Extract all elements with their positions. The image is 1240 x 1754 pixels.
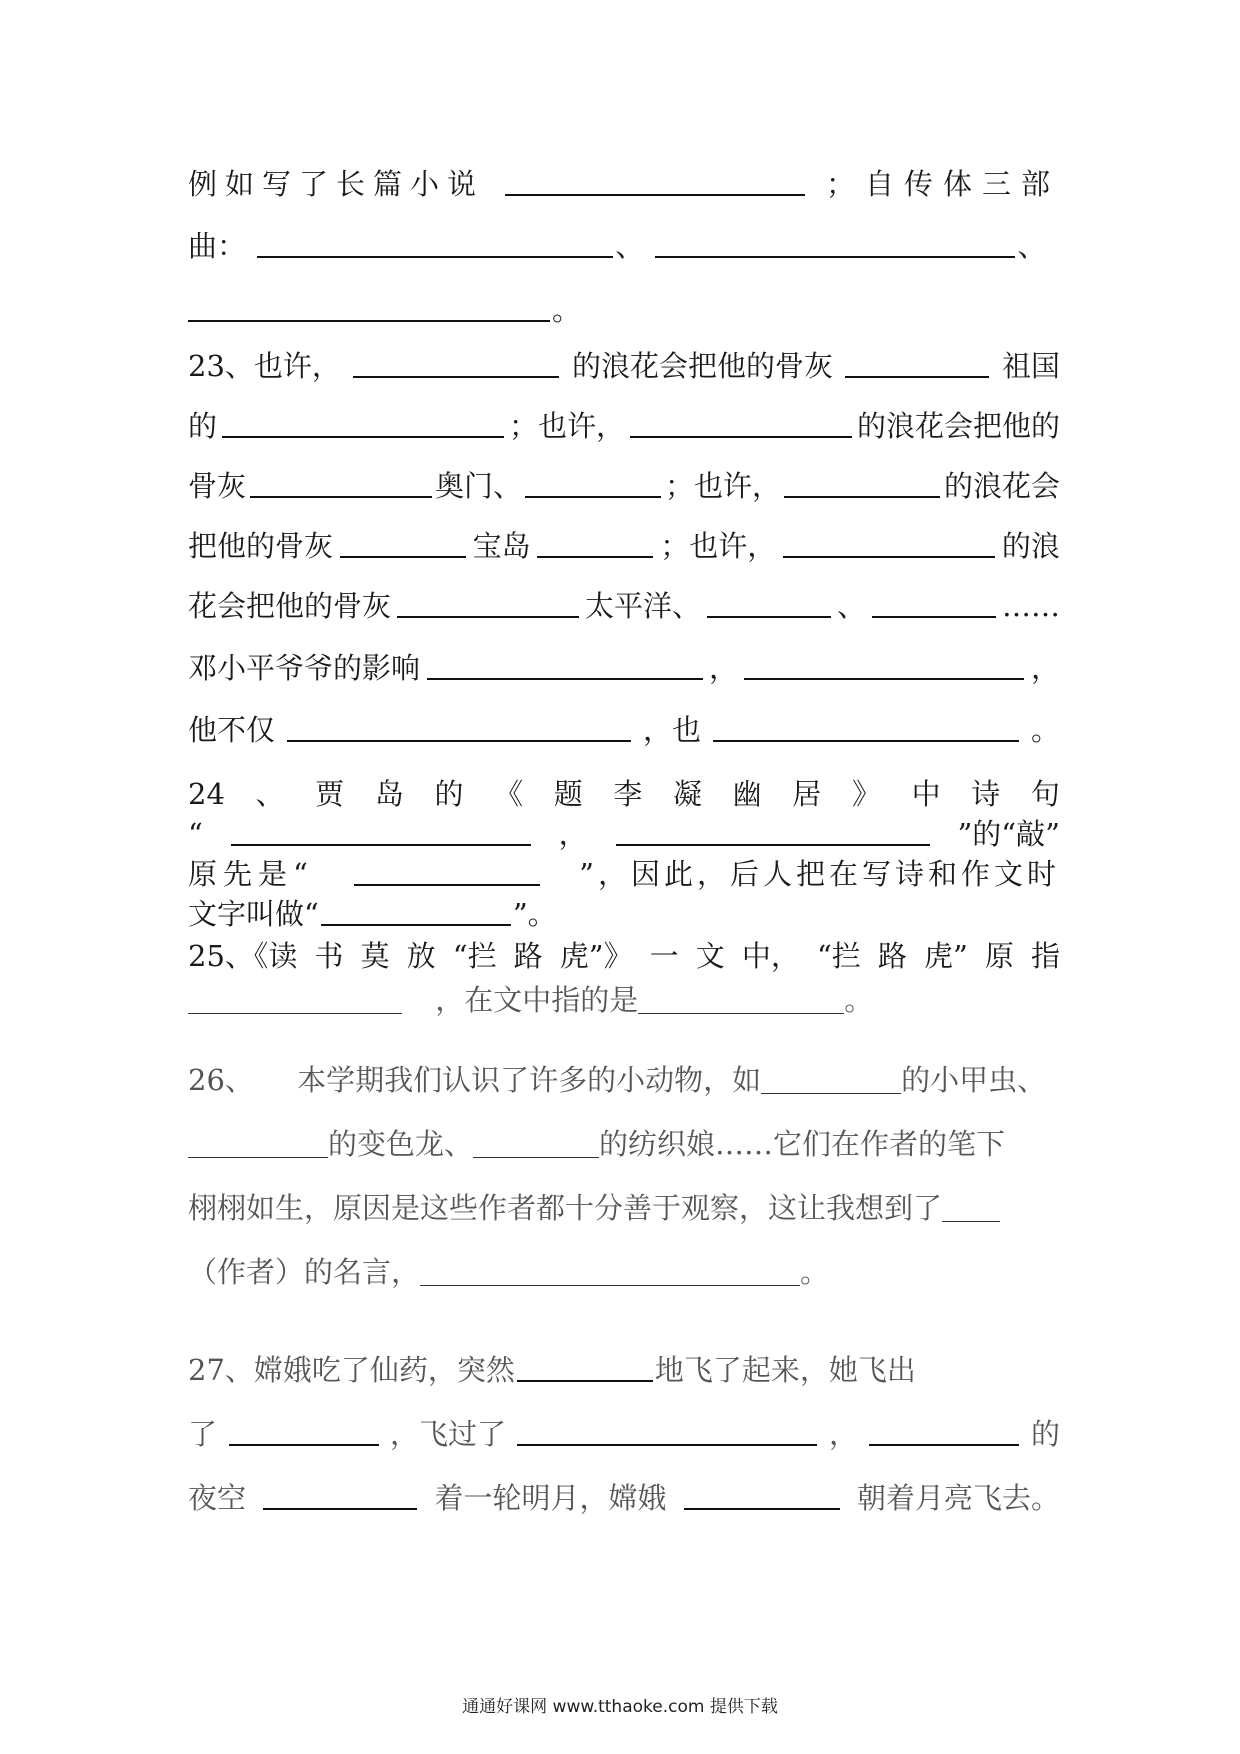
spaced-char: 、: [255, 777, 285, 811]
spaced-char: 《: [494, 777, 524, 811]
text: 曲：: [188, 229, 247, 263]
text: 原先是“: [188, 857, 314, 891]
text: 文字叫做“: [188, 897, 319, 931]
text: 27、嫦娥吃了仙药，突然: [188, 1353, 515, 1387]
answer-blank[interactable]: [872, 586, 996, 618]
text: 花会把他的骨灰: [188, 589, 392, 623]
q27-line-2: [188, 1410, 1060, 1458]
q23-line-1: [188, 342, 1060, 390]
text: （作者）的名言，: [188, 1255, 421, 1289]
q26-line-3: [188, 1184, 1060, 1232]
answer-blank[interactable]: [229, 1414, 379, 1446]
text: 了: [188, 1417, 218, 1451]
q23-line-5: [188, 582, 1060, 630]
text: 把他的骨灰: [188, 529, 334, 563]
answer-blank[interactable]: [845, 346, 989, 378]
answer-blank[interactable]: [537, 526, 653, 558]
answer-blank[interactable]: [427, 648, 703, 680]
text: ，: [558, 817, 588, 851]
text: 的浪: [1001, 529, 1060, 563]
q23-line-7: [188, 706, 1060, 754]
q22-line-2: [188, 222, 1060, 270]
text: ”的“敲”: [957, 817, 1060, 851]
text: ；也许，: [664, 469, 781, 503]
spaced-char: 放: [406, 939, 436, 973]
text: 的纺织娘……它们在作者的笔下: [599, 1127, 1006, 1161]
answer-blank[interactable]: [397, 586, 579, 618]
text: 。: [552, 293, 582, 327]
text: 的浪花会把他的骨灰: [571, 349, 833, 383]
q23-line-6: [188, 644, 1060, 692]
q24-line-4: [188, 890, 1060, 938]
spaced-char: 一: [649, 939, 679, 973]
spaced-char: 中: [911, 777, 941, 811]
spaced-char: 李: [613, 777, 643, 811]
spaced-char: 25、《读: [188, 939, 298, 973]
q26-line-4: [188, 1248, 1060, 1296]
q23-line-3: [188, 462, 1060, 510]
spaced-char: 的: [434, 777, 464, 811]
q23-line-2: [188, 402, 1060, 450]
text: 、: [836, 589, 866, 623]
answer-blank[interactable]: [188, 985, 402, 1014]
text: 26、: [188, 1063, 254, 1097]
answer-blank[interactable]: [655, 226, 1015, 258]
text: 着一轮明月，嫦娥: [434, 1481, 667, 1515]
text: 朝着月亮飞去。: [856, 1481, 1060, 1515]
text: 本学期我们认识了许多的小动物，如: [297, 1063, 762, 1097]
text: ，也: [642, 713, 701, 747]
text: 。: [800, 1255, 830, 1289]
answer-blank[interactable]: [287, 710, 631, 742]
text: ，: [708, 651, 738, 685]
text: ”，因此，后人把在写诗和作文时: [579, 857, 1060, 891]
spaced-char: 路: [513, 939, 543, 973]
text: 祖国: [1001, 349, 1060, 383]
spaced-char: 24: [188, 777, 225, 811]
answer-blank[interactable]: [761, 1065, 901, 1094]
text: ；也许，: [508, 409, 625, 443]
text: 的: [1030, 1417, 1060, 1451]
text: ，在文中指的是: [435, 983, 639, 1017]
answer-blank[interactable]: [638, 985, 844, 1014]
text: ”。: [512, 897, 557, 931]
answer-blank[interactable]: [783, 526, 995, 558]
text: 太平洋、: [584, 589, 701, 623]
answer-blank[interactable]: [340, 526, 466, 558]
answer-blank[interactable]: [942, 1193, 1000, 1222]
spaced-char: 文: [695, 939, 725, 973]
answer-blank[interactable]: [473, 1129, 599, 1158]
answer-blank[interactable]: [869, 1414, 1019, 1446]
text: ，: [828, 1417, 858, 1451]
answer-blank[interactable]: [250, 466, 432, 498]
text: 奥门、: [434, 469, 522, 503]
answer-blank[interactable]: [257, 226, 613, 258]
spaced-char: 凝: [673, 777, 703, 811]
text: 骨灰: [188, 469, 247, 503]
answer-blank[interactable]: [517, 1350, 653, 1382]
answer-blank[interactable]: [525, 466, 661, 498]
text: 的变色龙、: [328, 1127, 474, 1161]
text: 例如写了长篇小说: [188, 167, 485, 201]
text: 。: [1030, 713, 1060, 747]
answer-blank[interactable]: [188, 290, 550, 322]
text: ；也许，: [660, 529, 777, 563]
answer-blank[interactable]: [321, 894, 511, 926]
spaced-char: 书: [314, 939, 344, 973]
answer-blank[interactable]: [517, 1414, 817, 1446]
spaced-char: 题: [553, 777, 583, 811]
text: 夜空: [188, 1481, 247, 1515]
spaced-char: 居: [792, 777, 822, 811]
spaced-char: 幽: [732, 777, 762, 811]
answer-blank[interactable]: [231, 814, 531, 846]
q26-line-1: [188, 1056, 1060, 1104]
answer-blank[interactable]: [713, 710, 1019, 742]
spaced-char: 路: [877, 939, 907, 973]
q25-line-2: [188, 976, 1060, 1024]
spaced-char: 虎”: [923, 939, 968, 973]
q22-line-3: [188, 286, 1060, 334]
spaced-char: 贾: [315, 777, 345, 811]
spaced-char: 虎”》: [559, 939, 633, 973]
answer-blank[interactable]: [505, 164, 805, 196]
answer-blank[interactable]: [784, 466, 940, 498]
answer-blank[interactable]: [684, 1478, 840, 1510]
q23-line-4: [188, 522, 1060, 570]
answer-blank[interactable]: [420, 1257, 800, 1286]
text: 他不仅: [188, 713, 276, 747]
spaced-char: “拦: [816, 939, 861, 973]
text: 23、也许，: [188, 349, 341, 383]
spaced-char: 原: [984, 939, 1014, 973]
text: 地飞了起来，她飞出: [654, 1353, 916, 1387]
q27-line-3: [188, 1474, 1060, 1522]
text: 的浪花会: [943, 469, 1060, 503]
text: 的小甲虫、: [901, 1063, 1047, 1097]
spaced-char: 诗: [971, 777, 1001, 811]
spaced-char: 句: [1030, 777, 1060, 811]
text: 、: [1017, 229, 1047, 263]
answer-blank[interactable]: [354, 854, 540, 886]
text: ；自传体三部: [825, 167, 1060, 201]
text: 、: [615, 229, 645, 263]
answer-blank[interactable]: [630, 406, 852, 438]
spaced-char: 中，: [741, 939, 800, 973]
spaced-char: “拦: [452, 939, 497, 973]
answer-blank[interactable]: [222, 406, 504, 438]
text: 邓小平爷爷的影响: [188, 651, 421, 685]
text: 的: [188, 409, 218, 443]
spaced-char: 莫: [360, 939, 390, 973]
text: ……: [1001, 589, 1060, 623]
text: 宝岛: [472, 529, 531, 563]
text: ，飞过了: [389, 1417, 506, 1451]
text: 栩栩如生，原因是这些作者都十分善于观察，这让我想到了: [188, 1191, 943, 1225]
spaced-char: 指: [1030, 939, 1060, 973]
spaced-char: 岛: [374, 777, 404, 811]
answer-blank[interactable]: [263, 1478, 417, 1510]
text: ，: [1030, 651, 1060, 685]
text: 的浪花会把他的: [856, 409, 1060, 443]
footer-source: 通通好课网 www.tthaoke.com 提供下载: [462, 1697, 778, 1717]
answer-blank[interactable]: [353, 346, 559, 378]
answer-blank[interactable]: [744, 648, 1024, 680]
q22-line-1: [188, 160, 1060, 208]
q27-line-1: [188, 1346, 1060, 1394]
q26-line-2: [188, 1120, 1060, 1168]
spaced-char: 》: [851, 777, 881, 811]
answer-blank[interactable]: [616, 814, 930, 846]
q25-line-1: [188, 932, 1060, 980]
answer-blank[interactable]: [707, 586, 831, 618]
text: 。: [844, 983, 874, 1017]
text: “: [188, 817, 203, 851]
answer-blank[interactable]: [188, 1129, 328, 1158]
